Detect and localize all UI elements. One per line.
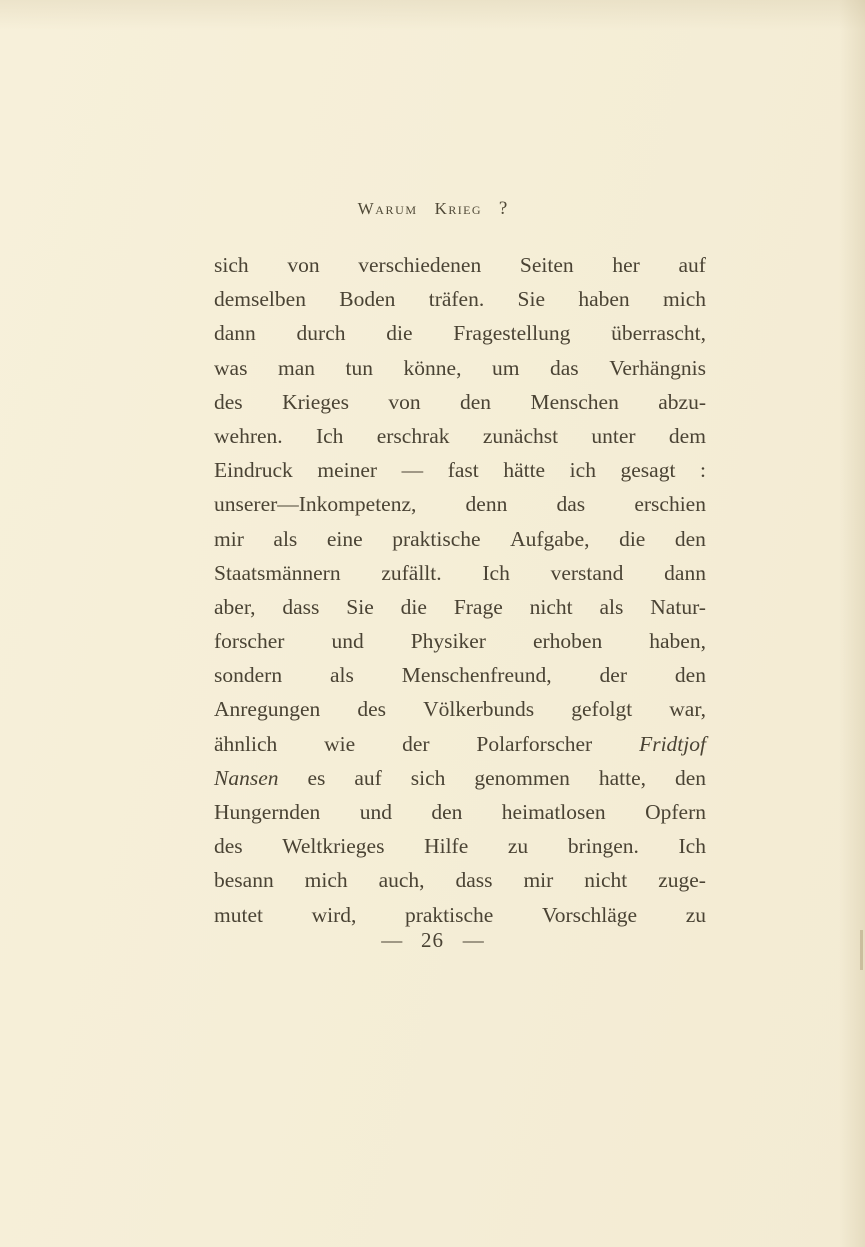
text-line xyxy=(214,658,706,692)
page-top-shading xyxy=(0,0,865,30)
text-word: Völkerbunds xyxy=(423,697,535,722)
text-word: zu xyxy=(685,902,706,927)
text-word: und xyxy=(331,629,364,654)
text-word: hatte, xyxy=(598,765,646,790)
text-word: forscher xyxy=(214,629,285,654)
text-word: verschiedenen xyxy=(358,253,482,277)
text-word: dann xyxy=(664,560,706,585)
text-word: aber, xyxy=(214,594,256,619)
text-word: sich xyxy=(410,765,446,790)
text-word: träfen. xyxy=(428,287,485,312)
text-word: Eindruck xyxy=(214,458,293,483)
text-word: her xyxy=(612,253,640,277)
text-word: überrascht, xyxy=(611,321,706,346)
text-word: was xyxy=(214,355,248,380)
text-word: die xyxy=(619,526,646,551)
running-head-question-mark: ? xyxy=(498,198,508,219)
text-word: Staatsmännern xyxy=(214,560,341,585)
text-word: hätte xyxy=(503,458,546,483)
text-word: Opfern xyxy=(645,800,706,824)
text-word: Vorschläge xyxy=(541,902,638,927)
text-word: Menschen xyxy=(530,389,619,414)
text-word: Hilfe xyxy=(424,834,469,859)
text-word: besann xyxy=(214,868,274,893)
body-text-block xyxy=(214,248,706,932)
text-word: nicht xyxy=(584,868,628,893)
text-word: durch xyxy=(296,321,346,346)
page-edge-mark xyxy=(860,930,863,970)
page-edge-shading xyxy=(839,0,865,1247)
running-head-word-2: Krieg xyxy=(434,199,482,218)
text-word: des xyxy=(214,834,243,859)
text-word: wie xyxy=(324,731,356,756)
text-word: dass xyxy=(455,868,493,893)
text-word: erschien xyxy=(634,492,706,517)
text-word: haben xyxy=(578,287,630,312)
text-word: denn xyxy=(465,492,508,517)
text-word: es xyxy=(307,765,326,790)
text-word: Ich xyxy=(482,560,510,585)
text-word: könne, xyxy=(403,355,462,380)
text-word: auf xyxy=(354,765,382,790)
text-word: Sie xyxy=(346,594,374,619)
text-word: praktische xyxy=(392,526,481,551)
text-word: Nansen xyxy=(214,765,279,790)
text-word: um xyxy=(492,355,520,380)
text-line xyxy=(214,419,706,453)
text-word: wehren. xyxy=(214,423,283,448)
text-word: die xyxy=(386,321,413,346)
text-line xyxy=(214,624,706,658)
text-word: Fragestellung xyxy=(453,321,571,346)
text-word: genommen xyxy=(474,765,570,790)
text-word: verstand xyxy=(550,560,624,585)
text-word: den xyxy=(431,800,463,824)
text-line xyxy=(214,385,706,419)
text-line xyxy=(214,487,706,521)
text-word: haben, xyxy=(649,629,706,654)
text-line xyxy=(214,898,706,932)
text-line xyxy=(214,795,706,829)
folio-dash-left: — xyxy=(381,928,403,952)
text-word: war, xyxy=(669,697,706,722)
text-word: den xyxy=(674,663,706,688)
text-word: bringen. xyxy=(567,834,639,859)
text-word: Weltkrieges xyxy=(282,834,385,859)
text-word: Verhängnis xyxy=(609,355,706,380)
text-word: Ich xyxy=(315,423,344,448)
text-word: fast xyxy=(447,458,479,483)
text-word: gefolgt xyxy=(571,697,633,722)
text-word: Fridtjof xyxy=(639,731,706,756)
text-word: nicht xyxy=(529,594,573,619)
text-word: Krieges xyxy=(282,389,349,414)
text-word: ähnlich xyxy=(214,731,278,756)
text-word: sich xyxy=(214,253,249,277)
text-word: mich xyxy=(663,287,706,312)
text-word: Physiker xyxy=(410,629,486,654)
text-line xyxy=(214,829,706,863)
folio-dash-right: — xyxy=(462,928,484,952)
text-word: der xyxy=(402,731,430,756)
text-word: zufällt. xyxy=(381,560,442,585)
running-head xyxy=(0,198,865,220)
text-word: des xyxy=(357,697,387,722)
text-word: mir xyxy=(523,868,554,893)
text-word: unter xyxy=(591,423,636,448)
text-word: Frage xyxy=(453,594,503,619)
text-word: meiner xyxy=(317,458,378,483)
page-folio xyxy=(0,928,865,953)
text-word: : xyxy=(700,458,706,483)
text-line xyxy=(214,727,706,761)
text-word: die xyxy=(400,594,427,619)
text-word: praktische xyxy=(404,902,494,927)
text-word: man xyxy=(277,355,315,380)
text-word: Menschenfreund, xyxy=(401,663,552,688)
text-word: als xyxy=(329,663,354,688)
text-word: dann xyxy=(214,321,256,346)
text-line xyxy=(214,863,706,897)
text-word: zuge- xyxy=(658,868,706,893)
text-word: als xyxy=(273,526,298,551)
text-line xyxy=(214,692,706,726)
text-word: Sie xyxy=(517,287,546,312)
text-word: dass xyxy=(282,594,320,619)
text-word: Natur- xyxy=(650,594,706,619)
text-word: mich xyxy=(304,868,348,893)
text-word: das xyxy=(556,492,586,517)
text-word: auch, xyxy=(378,868,425,893)
text-word: eine xyxy=(326,526,363,551)
text-line xyxy=(214,590,706,624)
text-line xyxy=(214,316,706,350)
text-line xyxy=(214,282,706,316)
text-word: demselben xyxy=(214,287,306,312)
text-word: als xyxy=(599,594,624,619)
text-word: von xyxy=(287,253,320,277)
text-word: das xyxy=(550,355,579,380)
text-word: — xyxy=(401,458,424,483)
text-line xyxy=(214,453,706,487)
text-word: auf xyxy=(678,253,706,277)
text-word: Boden xyxy=(339,287,396,312)
text-word: erschrak xyxy=(376,423,450,448)
text-word: unserer—Inkompetenz, xyxy=(214,492,417,517)
text-word: den xyxy=(674,765,706,790)
text-word: der xyxy=(599,663,627,688)
text-word: wird, xyxy=(311,902,357,927)
text-word: sondern xyxy=(214,663,283,688)
text-word: Hungernden xyxy=(214,800,321,824)
text-word: Polarforscher xyxy=(476,731,593,756)
text-word: dem xyxy=(668,423,706,448)
text-word: mir xyxy=(214,526,244,551)
text-word: ich xyxy=(569,458,596,483)
text-line xyxy=(214,248,706,282)
text-line xyxy=(214,761,706,795)
text-word: zu xyxy=(507,834,529,859)
text-word: des xyxy=(214,389,243,414)
text-word: tun xyxy=(345,355,374,380)
text-word: zunächst xyxy=(482,423,559,448)
text-word: erhoben xyxy=(532,629,603,654)
text-word: abzu- xyxy=(658,389,706,414)
text-line xyxy=(214,556,706,590)
text-word: den xyxy=(460,389,492,414)
text-word: von xyxy=(388,389,421,414)
text-word: Anregungen xyxy=(214,697,321,722)
text-word: und xyxy=(359,800,392,824)
text-word: den xyxy=(674,526,706,551)
text-word: Seiten xyxy=(519,253,574,277)
text-line xyxy=(214,351,706,385)
text-word: mutet xyxy=(214,902,263,927)
running-head-word-1: Warum xyxy=(357,199,418,218)
text-word: Aufgabe, xyxy=(510,526,590,551)
text-word: Ich xyxy=(678,834,706,859)
text-word: heimatlosen xyxy=(501,800,606,824)
text-word: gesagt xyxy=(620,458,676,483)
folio-number: 26 xyxy=(421,928,444,952)
text-line xyxy=(214,522,706,556)
